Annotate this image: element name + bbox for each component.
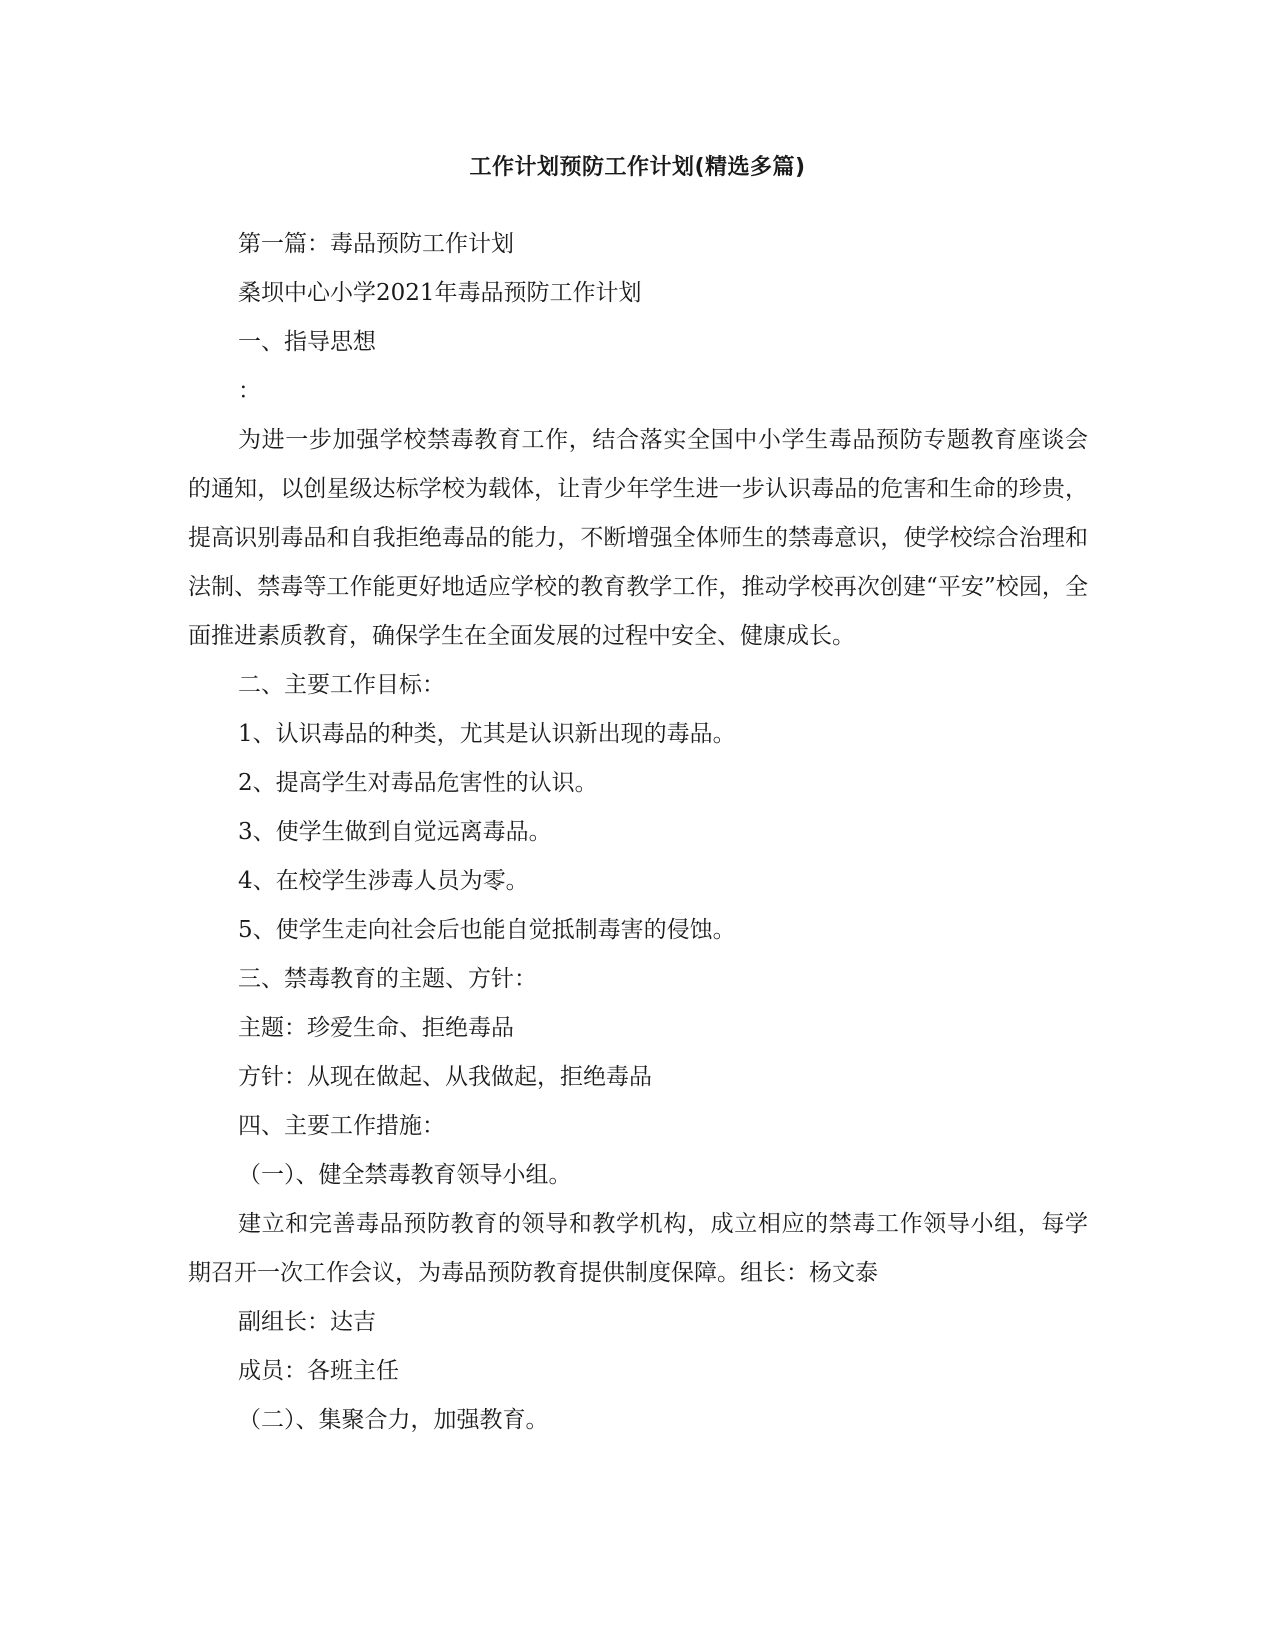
body-paragraph: 建立和完善毒品预防教育的领导和教学机构，成立相应的禁毒工作领导小组，每学期召开一次工作会议，为毒品预防教育提供制度保障。组长：杨文泰 xyxy=(188,1211,1088,1286)
text-line: 方针：从现在做起、从我做起，拒绝毒品 xyxy=(238,1064,652,1090)
text-line: 副组长：达吉 xyxy=(238,1309,376,1335)
text-line: （二）、集聚合力，加强教育。 xyxy=(238,1407,549,1433)
text-line: 三、禁毒教育的主题、方针： xyxy=(238,966,537,992)
text-line: 二、主要工作目标： xyxy=(238,672,445,698)
text-line: 主题：珍爱生命、拒绝毒品 xyxy=(238,1015,514,1041)
text-line: 4、在校学生涉毒人员为零。 xyxy=(238,868,529,894)
document-body xyxy=(188,220,1088,1445)
text-line: （一）、健全禁毒教育领导小组。 xyxy=(238,1162,572,1188)
text-line: 一、指导思想 xyxy=(238,329,376,355)
text-line: 成员：各班主任 xyxy=(238,1358,399,1384)
text-line: 四、主要工作措施： xyxy=(238,1113,445,1139)
document-title: 工作计划预防工作计划(精选多篇) xyxy=(469,155,806,180)
text-line: 5、使学生走向社会后也能自觉抵制毒害的侵蚀。 xyxy=(238,917,736,943)
body-paragraph: 为进一步加强学校禁毒教育工作，结合落实全国中小学生毒品预防专题教育座谈会的通知，以创星级达标学校为载体，让青少年学生进一步认识毒品的危害和生命的珍贵，提高识别毒品和自我拒绝毒品的能力，不断增强全体师生的禁毒意识，使学校综合治理和法制、禁毒等工作能更好地适应学校的教育教学工作，推动学校再次创建“平安”校园，全面推进素质教育，确保学生在全面发展的过程中安全、健康成长。 xyxy=(188,427,1088,649)
text-line: 1、认识毒品的种类，尤其是认识新出现的毒品。 xyxy=(238,721,736,747)
text-line: 2、提高学生对毒品危害性的认识。 xyxy=(238,770,598,796)
text-line: ： xyxy=(238,378,261,404)
text-line: 3、使学生做到自觉远离毒品。 xyxy=(238,819,552,845)
text-line: 桑坝中心小学2021年毒品预防工作计划 xyxy=(238,280,642,306)
text-line: 第一篇：毒品预防工作计划 xyxy=(238,231,514,257)
